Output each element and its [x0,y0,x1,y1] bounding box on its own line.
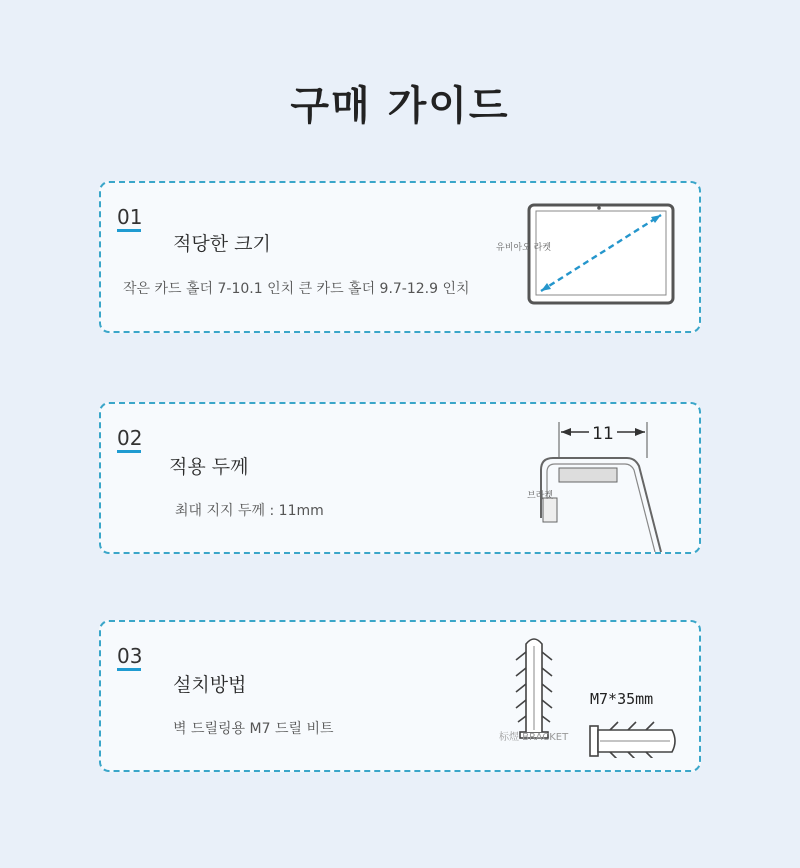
card-description: 최대 지지 두께 : 11mm [175,503,324,519]
anchor-size-label: M7*35mm [590,690,654,708]
card-description: 작은 카드 홀더 7-10.1 인치 큰 카드 홀더 9.7-12.9 인치 [123,281,470,297]
guide-card-thickness [99,402,701,554]
number-underline [117,668,141,671]
card-heading: 적당한 크기 [173,233,271,255]
card-number: 02 [117,426,143,450]
watermark: 브라켓 [527,491,554,501]
tablet-diagonal-icon [527,203,675,305]
bracket-thickness-icon [531,418,671,552]
dimension-label: 11 [592,424,614,444]
guide-card-install [99,620,701,772]
card-number: 01 [117,205,143,229]
card-description: 벽 드릴링용 M7 드릴 비트 [173,721,334,737]
watermark: 유비아오 라켓 [496,243,552,253]
card-heading: 설치방법 [173,674,247,696]
number-underline [117,229,141,232]
watermark: 标煜 BRACKET [499,732,569,743]
number-underline [117,450,141,453]
page-title: 구매 가이드 [290,83,510,129]
card-heading: 적용 두께 [169,456,249,478]
card-number: 03 [117,644,143,668]
guide-card-size [99,181,701,333]
